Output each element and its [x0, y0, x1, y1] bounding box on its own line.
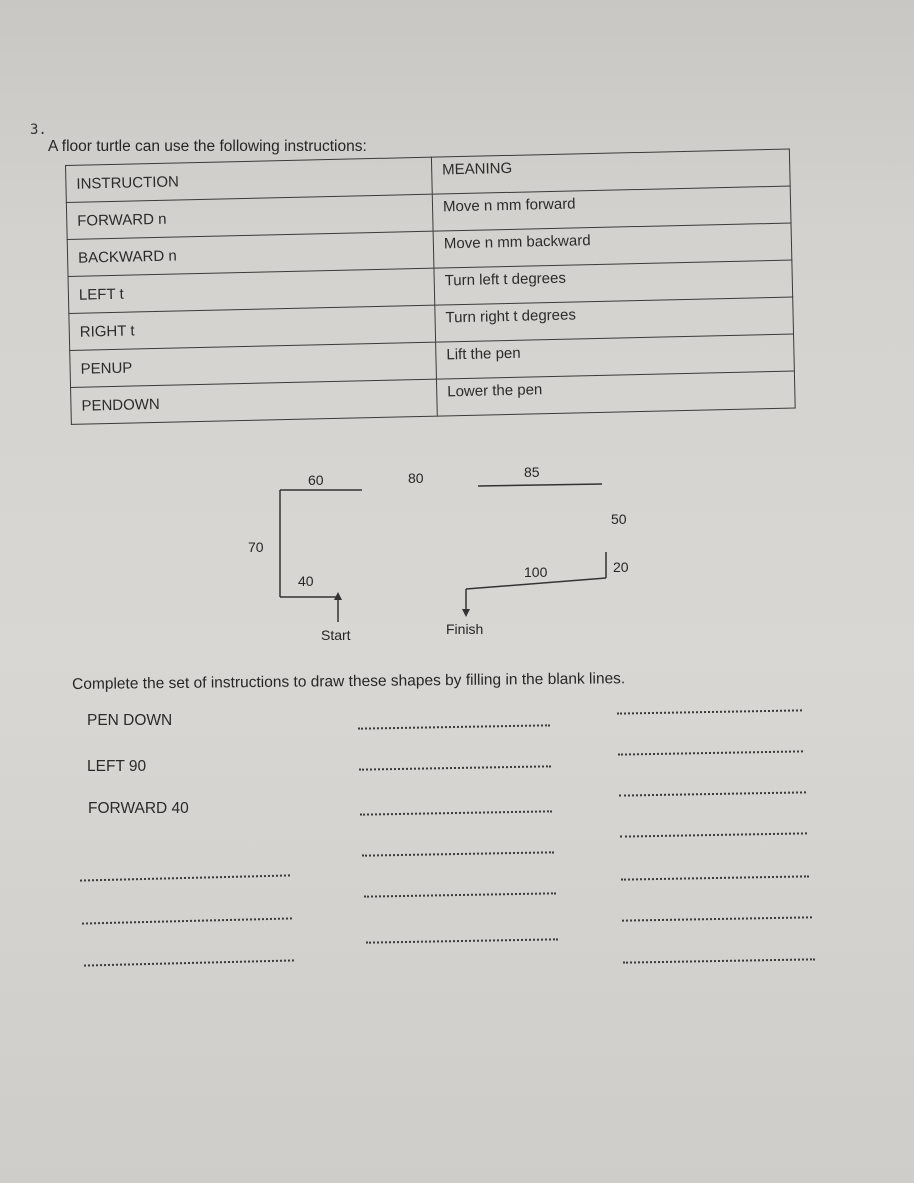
meaning-label: Turn right t degrees — [445, 305, 577, 326]
instruction-cell: LEFT t — [68, 268, 435, 313]
label-70: 70 — [248, 539, 264, 555]
question-number: 3. — [30, 122, 47, 138]
label-85: 85 — [524, 464, 540, 480]
label-start: Start — [321, 627, 351, 643]
label-100: 100 — [524, 564, 548, 580]
label-finish: Finish — [446, 621, 484, 637]
prompt-text: Complete the set of instructions to draw these shapes by filling in the blank lines. — [72, 670, 626, 693]
header-meaning-label: MEANING — [442, 159, 513, 178]
meaning-label: Turn left t degrees — [444, 269, 567, 289]
header-instruction: INSTRUCTION — [66, 157, 433, 202]
meaning-label: Lift the pen — [446, 344, 521, 363]
intro-text: A floor turtle can use the following instructions: — [48, 138, 367, 155]
label-80: 80 — [408, 470, 424, 486]
instruction-cell: BACKWARD n — [67, 231, 434, 276]
instruction-cell: RIGHT t — [69, 305, 436, 350]
label-40: 40 — [298, 573, 314, 589]
instruction-cell: PENDOWN — [71, 379, 438, 424]
label-20: 20 — [613, 559, 629, 575]
path-segment-top-right — [478, 484, 602, 486]
meaning-label: Lower the pen — [447, 380, 543, 400]
instruction-pen-down: PEN DOWN — [87, 712, 173, 729]
instruction-left-90: LEFT 90 — [87, 758, 147, 775]
label-60: 60 — [308, 472, 324, 488]
instruction-cell: PENUP — [70, 342, 437, 387]
meaning-label: Move n mm backward — [443, 231, 591, 252]
instruction-forward-40: FORWARD 40 — [88, 800, 189, 817]
instruction-cell: FORWARD n — [66, 194, 433, 239]
start-arrowhead-icon — [334, 592, 342, 600]
finish-arrowhead-icon — [462, 609, 470, 617]
label-50: 50 — [611, 511, 627, 527]
meaning-label: Move n mm forward — [442, 194, 576, 215]
